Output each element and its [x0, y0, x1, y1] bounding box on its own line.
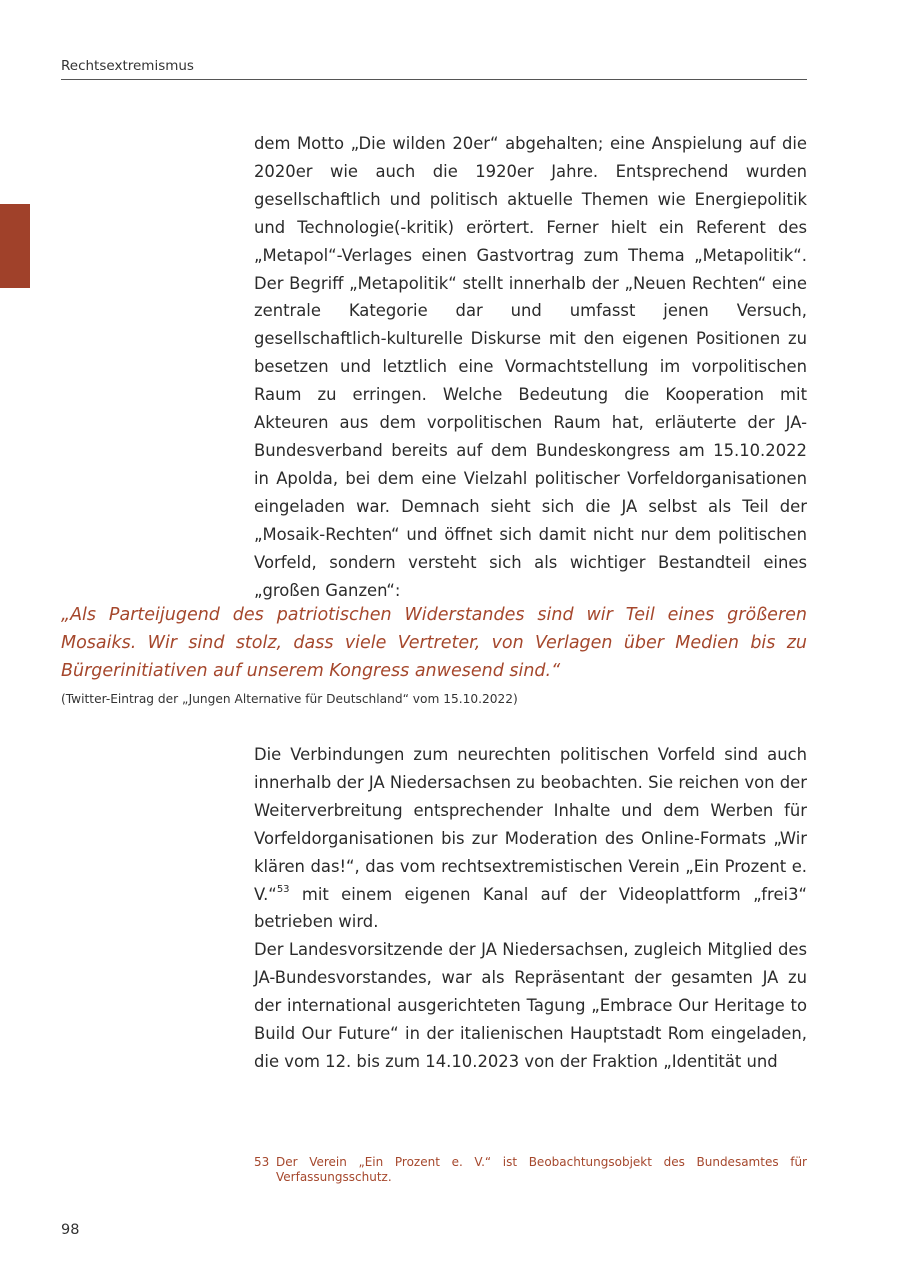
footnote-text: Der Verein „Ein Prozent e. V.“ ist Beobachtungsobjekt des Bundesamtes für Verfassungsschutz. — [276, 1155, 807, 1184]
pull-quote: „Als Parteijugend des patriotischen Widerstandes sind wir Teil eines größeren Mosaiks. Wir sind stolz, dass viele Vertreter, von Verlagen über Medien bis zu Bürgerinitiativen auf unserem Kongress anwesend sind.“ — [61, 605, 807, 681]
paragraph-text: Die Verbindungen zum neurechten politischen Vorfeld sind auch innerhalb der JA Niedersachsen zu beobachten. Sie reichen von der Weiterverbreitung entsprechender Inhalte und dem Werben für Vorfeldorganisationen bis zur Moderation des Online-Formats „Wir klären das!“, das vom rechtsextremistischen Verein „Ein Prozent e. V.“ — [254, 745, 807, 904]
page-number: 98 — [61, 1222, 80, 1238]
paragraph-text: mit einem eigenen Kanal auf der Videoplattform „frei3“ betrieben wird. — [254, 884, 807, 932]
body-text-block-2 — [254, 741, 807, 1076]
footnote-reference[interactable]: 53 — [276, 884, 290, 896]
body-text-block-1 — [254, 130, 807, 604]
footnote — [254, 1155, 807, 1185]
chapter-side-tab — [0, 204, 30, 288]
quote-source: (Twitter-Eintrag der „Jungen Alternative für Deutschland“ vom 15.10.2022) — [61, 692, 518, 706]
body-paragraph — [254, 741, 807, 936]
running-header: Rechtsextremismus — [61, 58, 807, 80]
footnote-number: 53 — [254, 1155, 270, 1169]
body-paragraph: Der Landesvorsitzende der JA Niedersachsen, zugleich Mitglied des JA-Bundesvorstandes, war als Repräsentant der gesamten JA zu der international ausgerichteten Tagung „Embrace Our Heritage to Build Our Future“ in der italienischen Hauptstadt Rom eingeladen, die vom 12. bis zum 14.10.2023 von der Fraktion „Identität und — [254, 940, 807, 1071]
body-paragraph: dem Motto „Die wilden 20er“ abgehalten; eine Anspielung auf die 2020er wie auch die 1920er Jahre. Entsprechend wurden gesellschaftlich und politisch aktuelle Themen wie Energiepolitik und Technologie(-kritik) erörtert. Ferner hielt ein Referent des „Metapol“-Verlages einen Gastvortrag zum Thema „Metapolitik“. Der Begriff „Metapolitik“ stellt innerhalb der „Neuen Rechten“ eine zentrale Kategorie dar und umfasst jenen Versuch, gesellschaftlich-kulturelle Diskurse mit den eigenen Positionen zu besetzen und letztlich eine Vormachtstellung im vorpolitischen Raum zu erringen. Welche Bedeutung die Kooperation mit Akteuren aus dem vorpolitischen Raum hat, erläuterte der JA-Bundesverband bereits auf dem Bundeskongress am 15.10.2022 in Apolda, bei dem eine Vielzahl politischer Vorfeldorganisationen eingeladen war. Demnach sieht sich die JA selbst als Teil der „Mosaik-Rechten“ und öffnet sich damit nicht nur dem politischen Vorfeld, sondern versteht sich als wichtiger Bestandteil eines „großen Ganzen“: — [254, 134, 807, 600]
